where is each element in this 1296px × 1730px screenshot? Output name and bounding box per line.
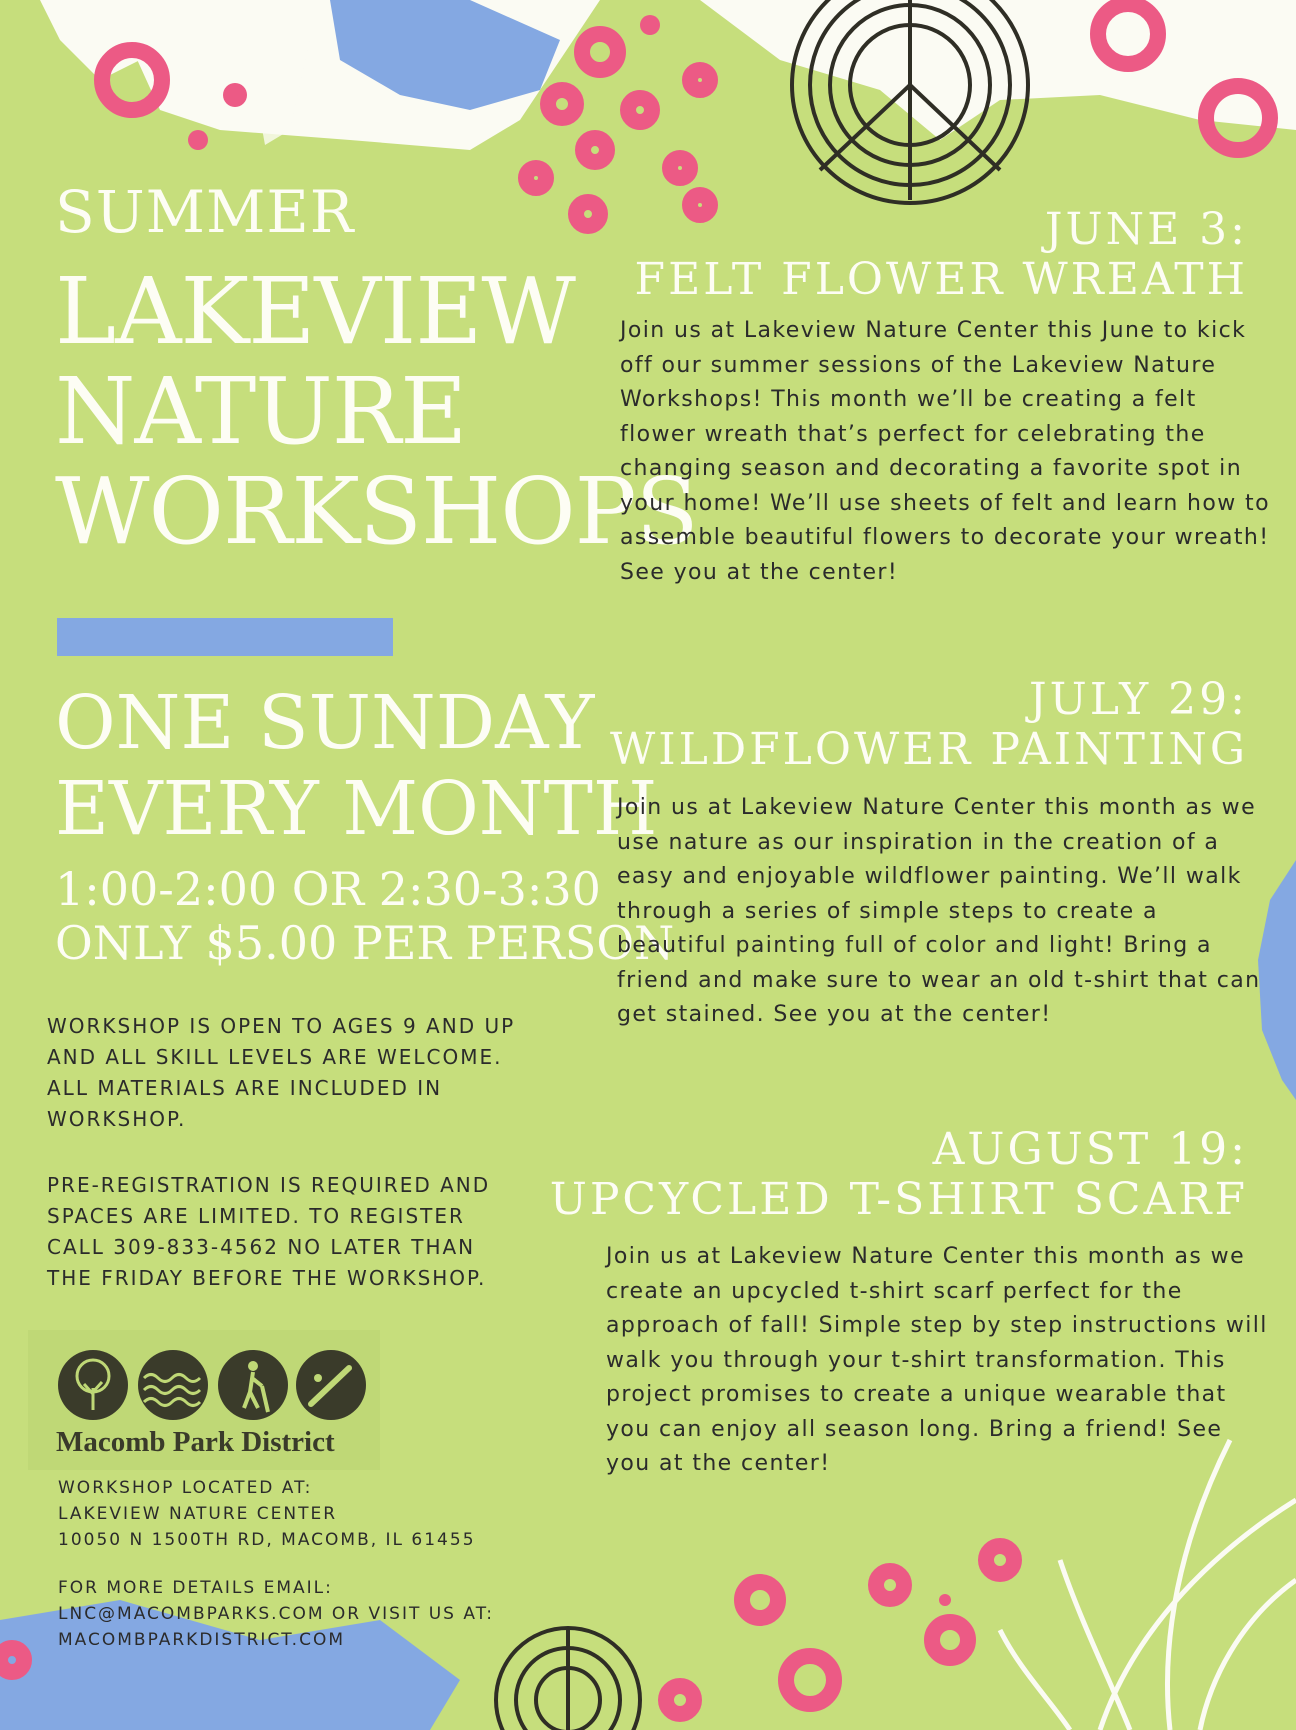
eligibility-text: WORKSHOP IS OPEN TO AGES 9 AND UP AND ALL SKILL LEVELS ARE WELCOME. ALL MATERIALS ARE INCLUDED IN WORKSHOP. — [47, 1014, 516, 1131]
title-line: NATURE — [55, 358, 467, 465]
event-name: FELT FLOWER WREATH — [634, 254, 1248, 305]
logo-name: Macomb Park District — [56, 1426, 335, 1458]
title-line: LAKEVIEW — [55, 258, 575, 365]
divider-bar — [57, 618, 393, 656]
event-date: JULY 29: — [1029, 674, 1248, 725]
schedule-details — [55, 862, 674, 970]
event-title — [635, 205, 1248, 305]
contact-website[interactable]: MACOMBPARKDISTRICT.COM — [58, 1630, 345, 1650]
event-name: UPCYCLED T-SHIRT SCARF — [549, 1174, 1248, 1225]
event-title — [550, 1125, 1248, 1225]
location-place: LAKEVIEW NATURE CENTER — [58, 1504, 338, 1524]
price: ONLY $5.00 PER PERSON — [55, 916, 675, 970]
event-title — [610, 675, 1248, 775]
main-title — [55, 258, 698, 565]
location-address: 10050 N 1500TH RD, MACOMB, IL 61455 — [58, 1530, 476, 1550]
contact-line: FOR MORE DETAILS EMAIL: — [58, 1578, 333, 1598]
location-label: WORKSHOP LOCATED AT: — [58, 1478, 313, 1498]
event-description: Join us at Lakeview Nature Center this month as we create an upcycled t-shirt scarf perfect for the approach of fall! Simple step by step instructions will walk you through your t-shirt transformation. This project promises to create a unique wearable that you can enjoy all season long. Bring a friend! See you at the center! — [606, 1244, 1268, 1476]
hiker-icon — [218, 1350, 288, 1420]
tree-icon — [58, 1350, 128, 1420]
frequency-line: ONE SUNDAY — [55, 680, 595, 766]
contact-block — [58, 1575, 494, 1653]
event-description: Join us at Lakeview Nature Center this month as we use nature as our inspiration in the creation of a easy and enjoyable wildflower painting. We’ll walk through a series of simple steps to create a beautiful painting full of color and light! Bring a friend and make sure to wear an old t-shirt that can get stained. See you at the center! — [617, 795, 1261, 1027]
event-description: Join us at Lakeview Nature Center this June to kick off our summer sessions of the Lakeview Nature Workshops! This month we’ll be creating a felt flower wreath that’s perfect for celebrating the changing season and decorating a favorite spot in your home! We’ll use sheets of felt and learn how to assemble beautiful flowers to decorate your wreath! See you at the center! — [620, 318, 1270, 585]
baseball-bat-icon — [296, 1350, 366, 1420]
event-name: WILDFLOWER PAINTING — [610, 724, 1248, 775]
frequency-line: EVERY MONTH — [55, 766, 658, 852]
logo-icons — [56, 1348, 366, 1422]
title-line: WORKSHOPS — [55, 458, 698, 565]
frequency-text — [55, 680, 657, 852]
park-district-logo — [28, 1330, 380, 1470]
event-date: AUGUST 19: — [932, 1124, 1248, 1175]
location-block — [58, 1475, 476, 1553]
event-date: JUNE 3: — [1044, 204, 1248, 255]
kicker-text: SUMMER — [55, 178, 355, 246]
contact-email[interactable]: LNC@MACOMBPARKS.COM OR VISIT US AT: — [58, 1604, 494, 1624]
waves-icon — [138, 1350, 208, 1420]
registration-text: PRE-REGISTRATION IS REQUIRED AND SPACES ARE LIMITED. TO REGISTER CALL 309-833-4562 NO LATER THAN THE FRIDAY BEFORE THE WORKSHOP. — [47, 1173, 491, 1290]
time-slots: 1:00-2:00 OR 2:30-3:30 — [55, 862, 601, 916]
